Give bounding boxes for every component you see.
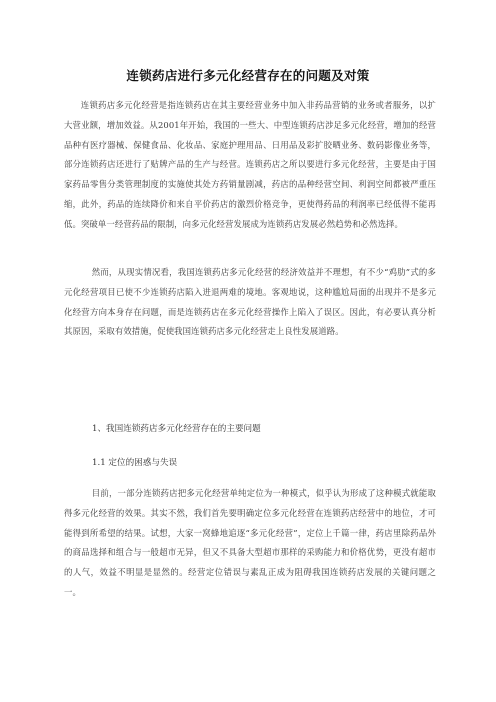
paragraph-positioning: 目前，一部分连锁药店把多元化经营单纯定位为一种模式，似乎认为形成了这种模式就能取得多元化经营的效果。其实不然，我们首先要明确定位多元化经营在连锁药店经营中的地位，才可能得到所希望的结果。试想，大家一窝蜂地追逐“多元化经营”，定位上千篇一律，药店里除药品外的商品选择和组合与一般超市无异，但又不具备大型超市那样的采购能力和价格优势，更没有超市的人气，效益不明显是显然的。经营定位错误与素乱正成为阻碍我国连锁药店发展的关键问题之一。	[64, 488, 436, 597]
document-title: 连锁药店进行多元化经营存在的问题及对策	[126, 68, 370, 83]
subsection-heading: 1.1 定位的困惑与失误	[92, 458, 178, 468]
paragraph-reality: 然而，从现实情况看，我国连锁药店多元化经营的经济效益并不理想，有不少“鸡肋”式的多元化经营项目已使不少连锁药店陷入进退两难的境地。客观地说，这种尴尬局面的出现并不是多元化经营方向本身存在问题，而是连锁药店在多元化经营操作上陷入了误区。因此，有必要认真分析其原因，采取有效措施，促使我国连锁药店多元化经营走上良性发展道路。	[64, 267, 436, 337]
section-heading: 1、我国连锁药店多元化经营存在的主要问题	[92, 424, 261, 434]
paragraph-intro: 连锁药店多元化经营是指连锁药店在其主要经营业务中加入非药品营销的业务或者服务，以扩大营业额，增加效益。从2001年开始，我国的一些大、中型连锁药店涉足多元化经营，增加的经营品种有医疗器械、保健食品、化妆品、家庭护理用品、日用品及彩扩胶晒业务、数码影像业务等，部分连锁药店还进行了贴牌产品的生产与经营。连锁药店之所以要进行多元化经营，主要是由于国家药品零售分类管理制度的实施使其处方药销量剧减，药店的品种经营空间、利润空间都被严重压缩，此外，药品的连续降价和来自平价药店的激烈价格竞争，更使得药品的利润率已经低得不能再低。突破单一经营药品的限制，向多元化经营发展成为连锁药店发展必然趋势和必然选择。	[64, 100, 436, 229]
